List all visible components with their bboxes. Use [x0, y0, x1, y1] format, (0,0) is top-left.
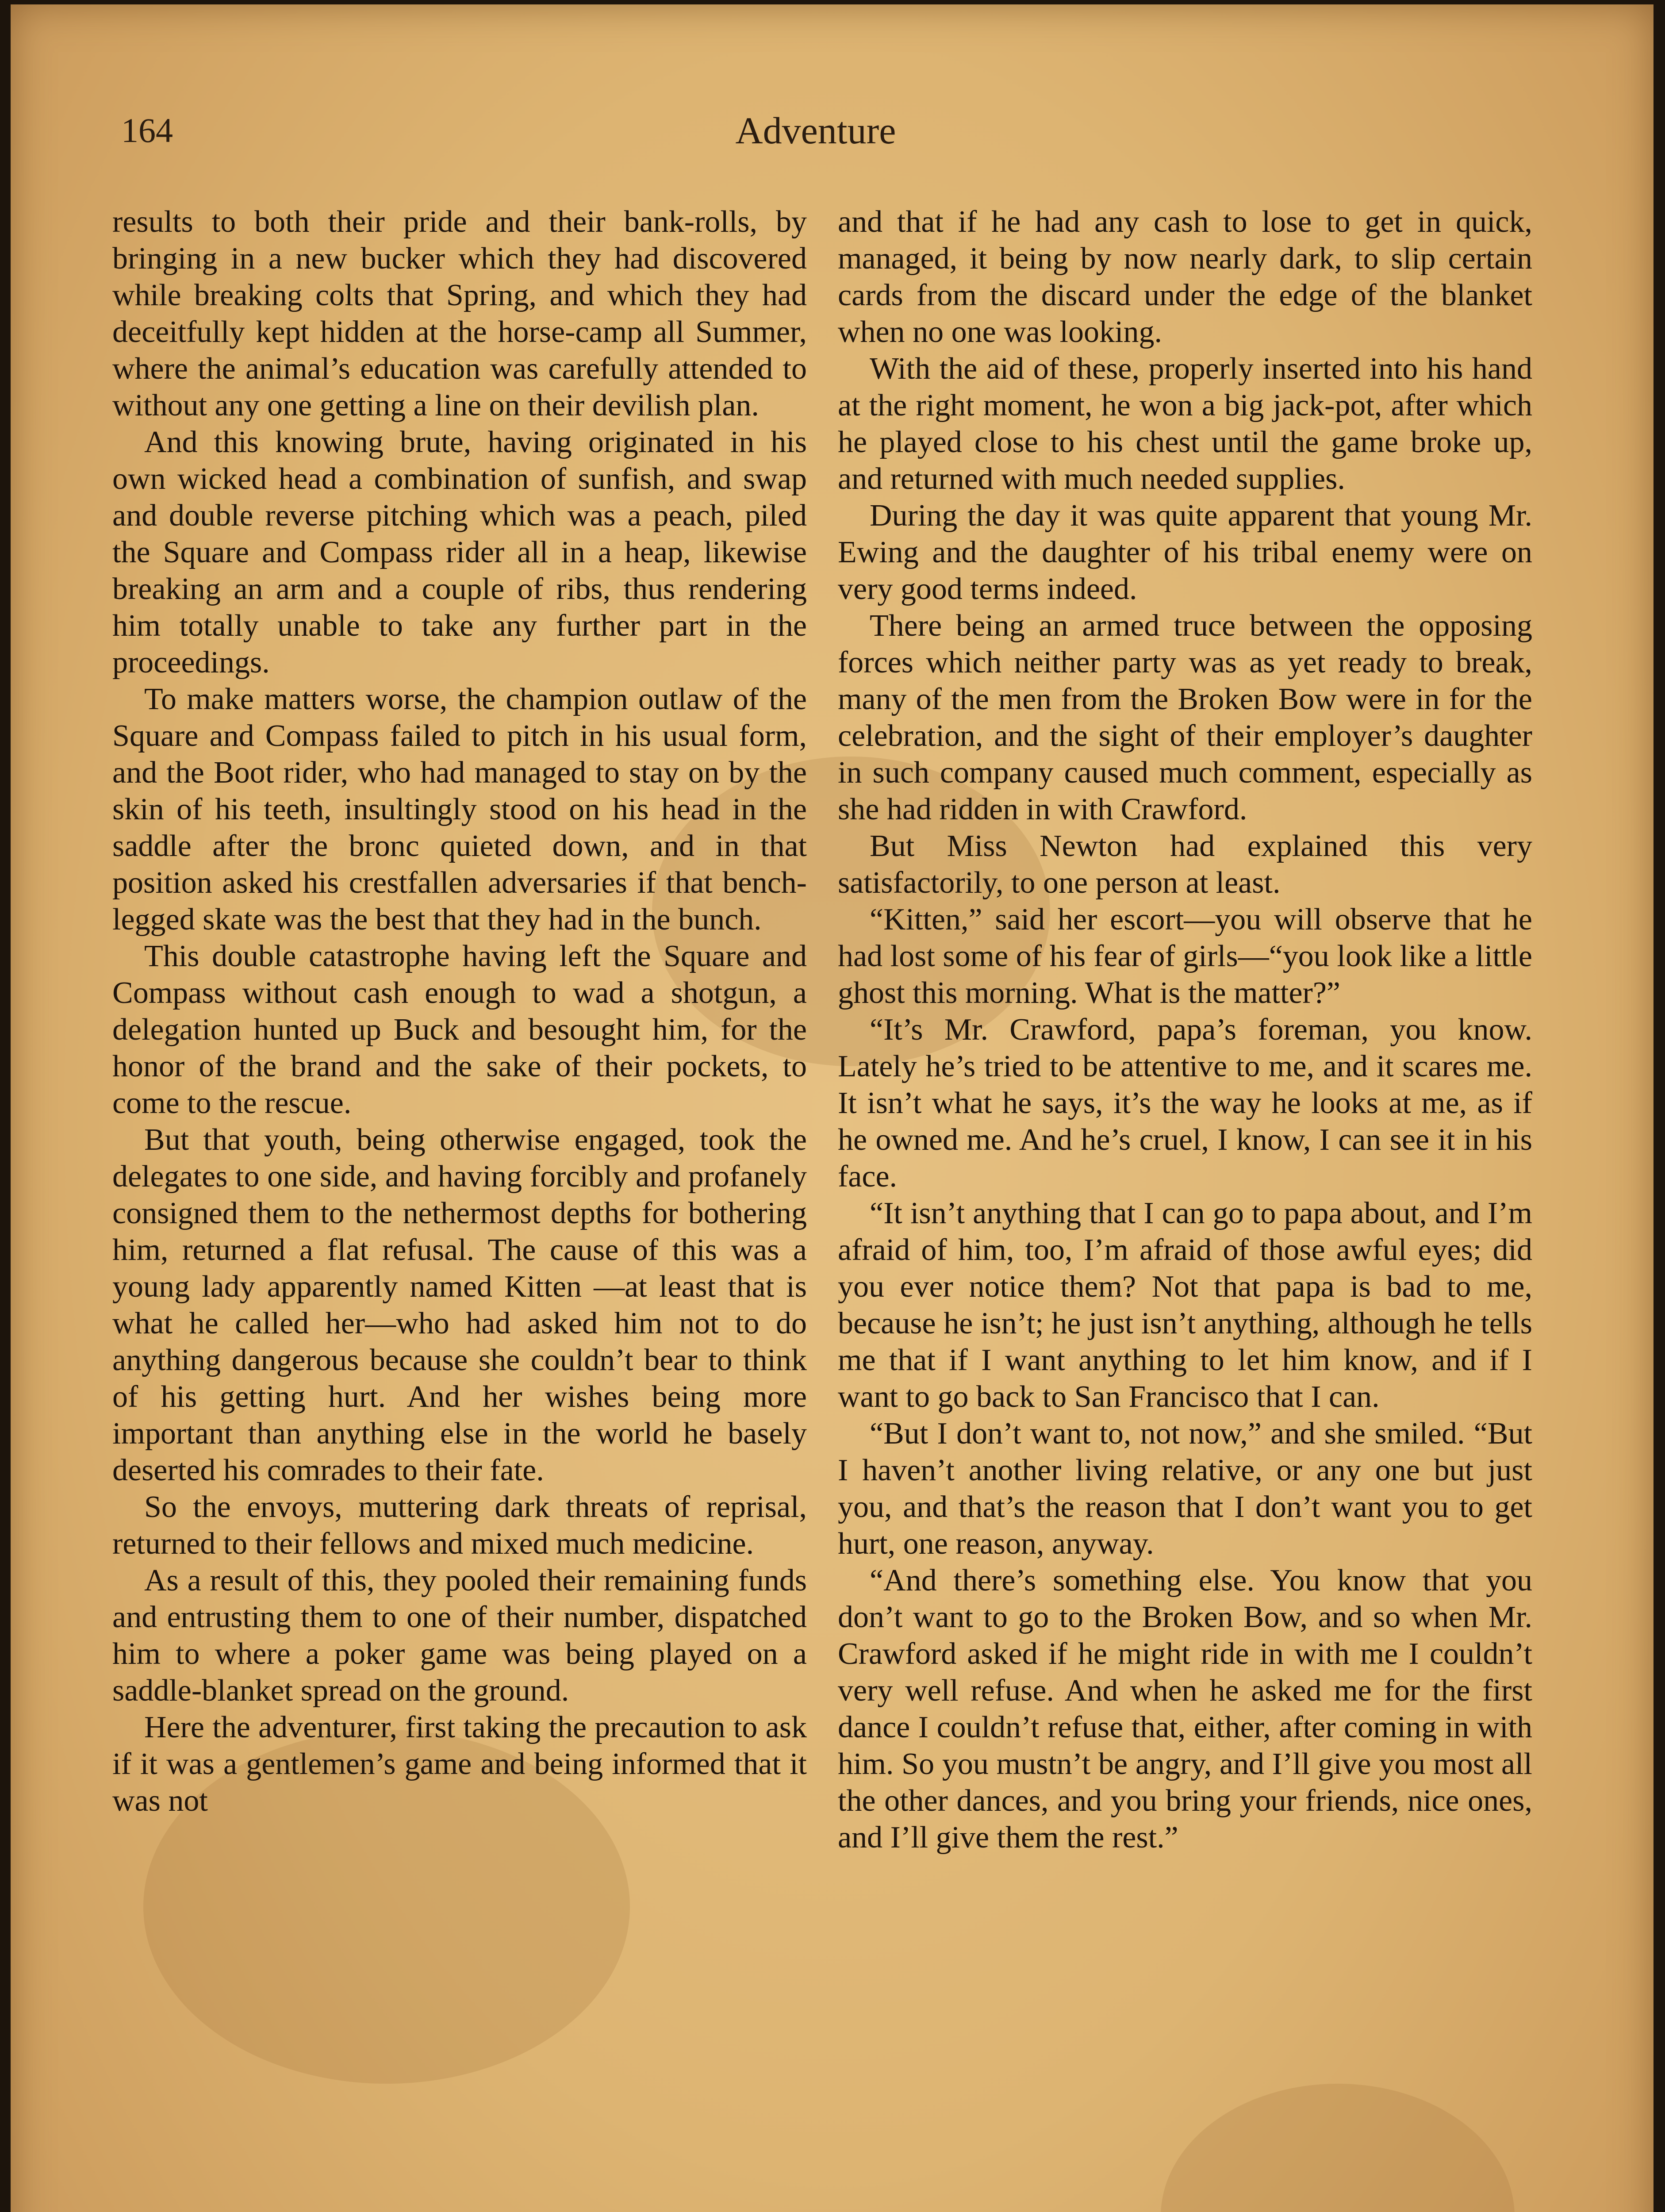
- page-number: 164: [121, 111, 173, 150]
- paragraph: As a result of this, they pooled their remaining funds and entrusting them to one of their number, dispatched him to where a poker game was being played on a saddle-blanket spread on the ground.: [112, 1563, 807, 1708]
- paragraph: Here the adventurer, first taking the precaution to ask if it was a gentlemen’s game and being informed that it was not: [112, 1710, 807, 1818]
- running-head: Adventure: [735, 109, 896, 152]
- paragraph: “But I don’t want to, not now,” and she smiled. “But I haven’t another living relative, or any one but just you, and that’s the reason that I don’t want you to get hurt, one reason, anyway.: [838, 1417, 1532, 1561]
- left-column: [112, 204, 807, 1819]
- paragraph: “Kitten,” said her escort—you will observe that he had lost some of his fear of girls—“you look like a little ghost this morning. What is the matter?”: [838, 902, 1532, 1010]
- paragraph: With the aid of these, properly inserted into his hand at the right moment, he won a big jack-pot, after which he played close to his chest until the game broke up, and returned with much needed supplies.: [838, 352, 1532, 496]
- paragraph: “It isn’t anything that I can go to papa about, and I’m afraid of him, too, I’m afraid of those awful eyes; did you ever notice them? Not that papa is bad to me, because he isn’t; he just isn’t anything, although he tells me that if I want anything to let him know, and if I want to go back to San Francisco that I can.: [838, 1196, 1532, 1414]
- page-header: [108, 106, 1523, 164]
- paragraph: and that if he had any cash to lose to get in quick, managed, it being by now nearly dark, to slip certain cards from the discard under the edge of the blanket when no one was looking.: [838, 205, 1532, 349]
- right-column: [838, 204, 1532, 1856]
- paragraph: During the day it was quite apparent that young Mr. Ewing and the daughter of his tribal enemy were on very good terms indeed.: [838, 499, 1532, 606]
- paragraph: There being an armed truce between the opposing forces which neither party was as yet ready to break, many of the men from the Broken Bow were in for the celebration, and the sight of their employer’s daughter in such company caused much comment, especially as she had ridden in with Crawford.: [838, 609, 1532, 826]
- paragraph: But Miss Newton had explained this very satisfactorily, to one person at least.: [838, 829, 1532, 900]
- paragraph: This double catastrophe having left the Square and Compass without cash enough to wad a shotgun, a delegation hunted up Buck and besought him, for the honor of the brand and the sake of their pockets, to come to the rescue.: [112, 939, 807, 1120]
- paragraph: But that youth, being otherwise engaged, took the delegates to one side, and having forcibly and profanely consigned them to the nethermost depths for bothering him, returned a flat refusal. The cause of this was a young lady apparently named Kitten —at least that is what he called her—who had asked him not to do anything dangerous because she couldn’t bear to think of his getting hurt. And her wishes being more important than anything else in the world he basely deserted his comrades to their fate.: [112, 1123, 807, 1487]
- paragraph: So the envoys, muttering dark threats of reprisal, returned to their fellows and mixed much medicine.: [112, 1490, 807, 1561]
- paragraph: And this knowing brute, having originated in his own wicked head a combination of sunfish, and swap and double reverse pitching which was a peach, piled the Square and Compass rider all in a heap, likewise breaking an arm and a couple of ribs, thus rendering him totally unable to take any further part in the proceedings.: [112, 425, 807, 680]
- paragraph: “And there’s something else. You know that you don’t want to go to the Broken Bow, and so when Mr. Crawford asked if he might ride in with me I couldn’t very well refuse. And when he asked me for the first dance I couldn’t refuse that, either, after coming in with him. So you mustn’t be angry, and I’ll give you most all the other dances, and you bring your friends, nice ones, and I’ll give them the rest.”: [838, 1563, 1532, 1855]
- paragraph: results to both their pride and their bank-rolls, by bringing in a new bucker which they had discovered while breaking colts that Spring, and which they had deceitfully kept hidden at the horse-camp all Summer, where the animal’s education was carefully attended to without any one getting a line on their devilish plan.: [112, 205, 807, 422]
- paragraph: “It’s Mr. Crawford, papa’s foreman, you know. Lately he’s tried to be attentive to me, and it scares me. It isn’t what he says, it’s the way he looks at me, as if he owned me. And he’s cruel, I know, I can see it in his face.: [838, 1013, 1532, 1194]
- paper-stain: [1161, 2084, 1515, 2212]
- magazine-page: [11, 4, 1653, 2212]
- paragraph: To make matters worse, the champion outlaw of the Square and Compass failed to pitch in his usual form, and the Boot rider, who had managed to stay on by the skin of his teeth, insultingly stood on his head in the saddle after the bronc quieted down, and in that position asked his crestfallen adversaries if that bench-legged skate was the best that they had in the bunch.: [112, 682, 807, 937]
